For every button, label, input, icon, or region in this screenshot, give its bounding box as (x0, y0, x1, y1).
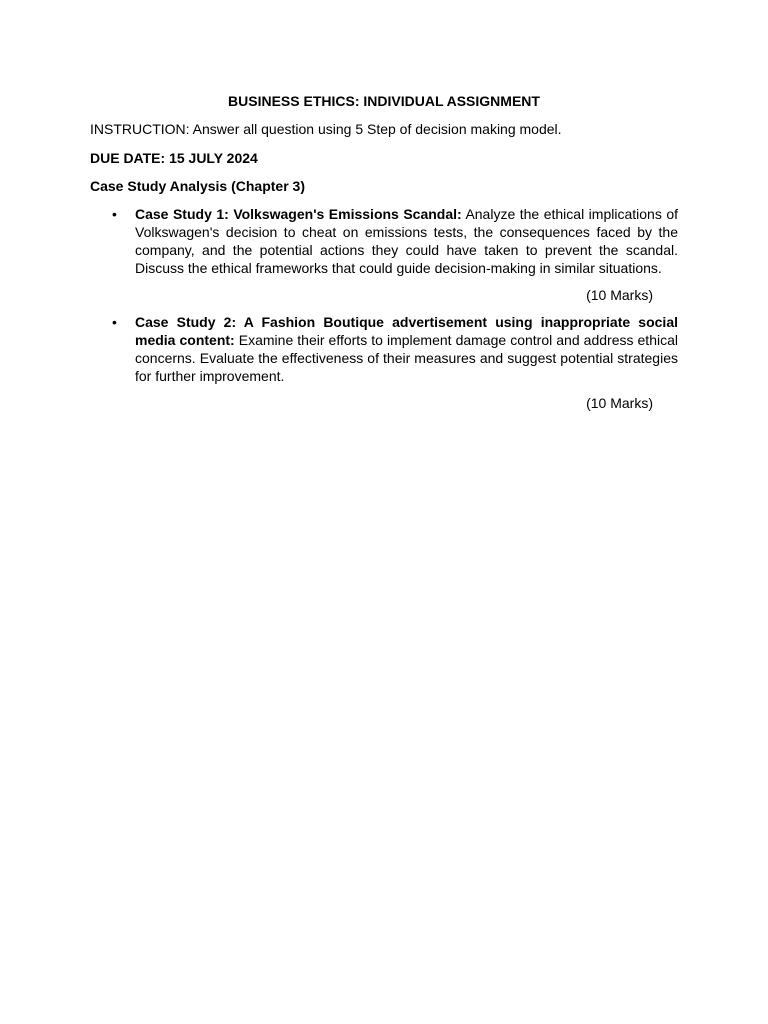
document-title: BUSINESS ETHICS: INDIVIDUAL ASSIGNMENT (228, 93, 540, 109)
case-study-2-text (135, 313, 678, 385)
case-study-2-body: Examine their efforts to implement damage control and address ethical concerns. Evaluate the effectiveness of their measures and suggest potential strategies for further improvement. (135, 332, 678, 384)
case-study-2-title: Case Study 2: A Fashion Boutique advertisement using inappropriate social media content: (135, 314, 678, 348)
case-study-1-body: Analyze the ethical implications of Volkswagen's decision to cheat on emissions tests, the consequences faced by the company, and the potential actions they could have taken to prevent the scandal. Discuss the ethical frameworks that could guide decision-making in similar situations. (135, 206, 678, 276)
case-study-1-marks: (10 Marks) (586, 287, 653, 303)
case-study-1-title: Case Study 1: Volkswagen's Emissions Scandal: (135, 206, 462, 222)
case-study-1-text (135, 205, 678, 277)
case-study-2-marks: (10 Marks) (586, 395, 653, 411)
instruction-text: INSTRUCTION: Answer all question using 5 Step of decision making model. (90, 121, 562, 137)
section-heading: Case Study Analysis (Chapter 3) (90, 178, 305, 194)
bullet-marker: • (112, 206, 117, 222)
due-date: DUE DATE: 15 JULY 2024 (90, 150, 258, 166)
bullet-marker: • (112, 314, 117, 330)
